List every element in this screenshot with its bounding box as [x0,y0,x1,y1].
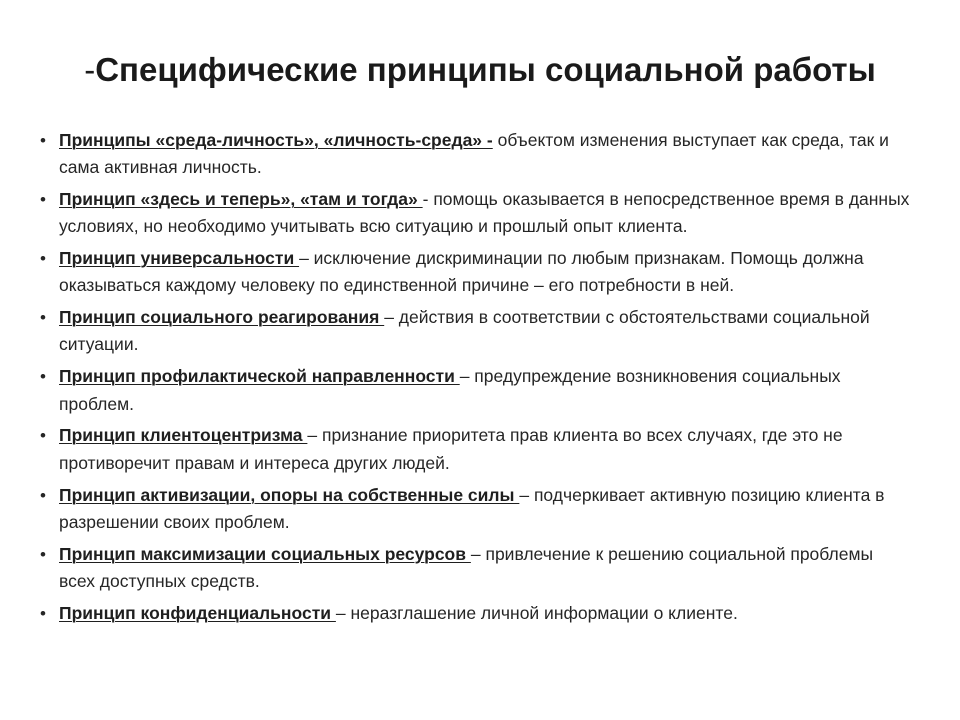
title-prefix: - [84,51,96,88]
list-item [40,541,912,595]
principle-description: – подчеркивает активную позицию клиента в разрешении своих проблем. [59,484,885,532]
list-item [40,127,912,181]
principle-description: - помощь оказывается в непосредственное время в данных условиях, но необходимо учитывать всю ситуацию и прошлый опыт клиента. [59,189,910,237]
principle-description: – действия в соответствии с обстоятельствами социальной ситуации. [59,307,870,355]
list-item [40,600,912,627]
principle-name: Принцип «здесь и теперь», «там и тогда» [59,189,423,210]
bullet-icon: • [40,190,46,210]
principle-name: Принцип профилактической направленности [59,366,460,387]
principle-name: Принцип универсальности [59,248,300,269]
principle-description: – привлечение к решению социальной проблемы всех доступных средств. [59,543,874,591]
principle-description: – неразглашение личной информации о клиенте. [335,602,738,623]
bullet-icon: • [40,131,46,150]
principle-name: Принцип активизации, опоры на собственные силы [59,484,520,505]
principle-description: – исключение дискриминации по любым признакам. Помощь должна оказываться каждому человеку по единственной причине – его потребности в ней. [59,248,864,296]
principle-name: Принципы «среда-личность», «личность-среда» - [59,130,493,150]
slide-title [40,48,920,92]
principle-description: – предупреждение возникновения социальных проблем. [59,366,841,414]
list-item [40,186,912,240]
list-item [40,245,912,299]
bullet-icon: • [40,308,46,328]
bullet-icon: • [40,485,46,505]
list-item [40,363,912,417]
principle-description: объектом изменения выступает как среда, так и сама активная личность. [59,130,889,178]
principles-list [40,127,912,632]
list-item [40,304,912,358]
principle-name: Принцип социального реагирования [59,307,385,328]
bullet-icon: • [40,426,46,446]
principle-name: Принцип клиентоцентризма [59,425,308,446]
principle-name: Принцип максимизации социальных ресурсов [59,543,471,564]
title-text: Специфические принципы социальной работы [95,51,876,88]
principle-name: Принцип конфиденциальности [59,602,336,623]
bullet-icon: • [40,367,46,387]
bullet-icon: • [40,603,46,623]
bullet-icon: • [40,249,46,269]
principle-description: – признание приоритета прав клиента во всех случаях, где это не противоречит правам и интереса других людей. [59,425,843,473]
list-item [40,422,912,476]
bullet-icon: • [40,544,46,564]
list-item [40,482,912,536]
